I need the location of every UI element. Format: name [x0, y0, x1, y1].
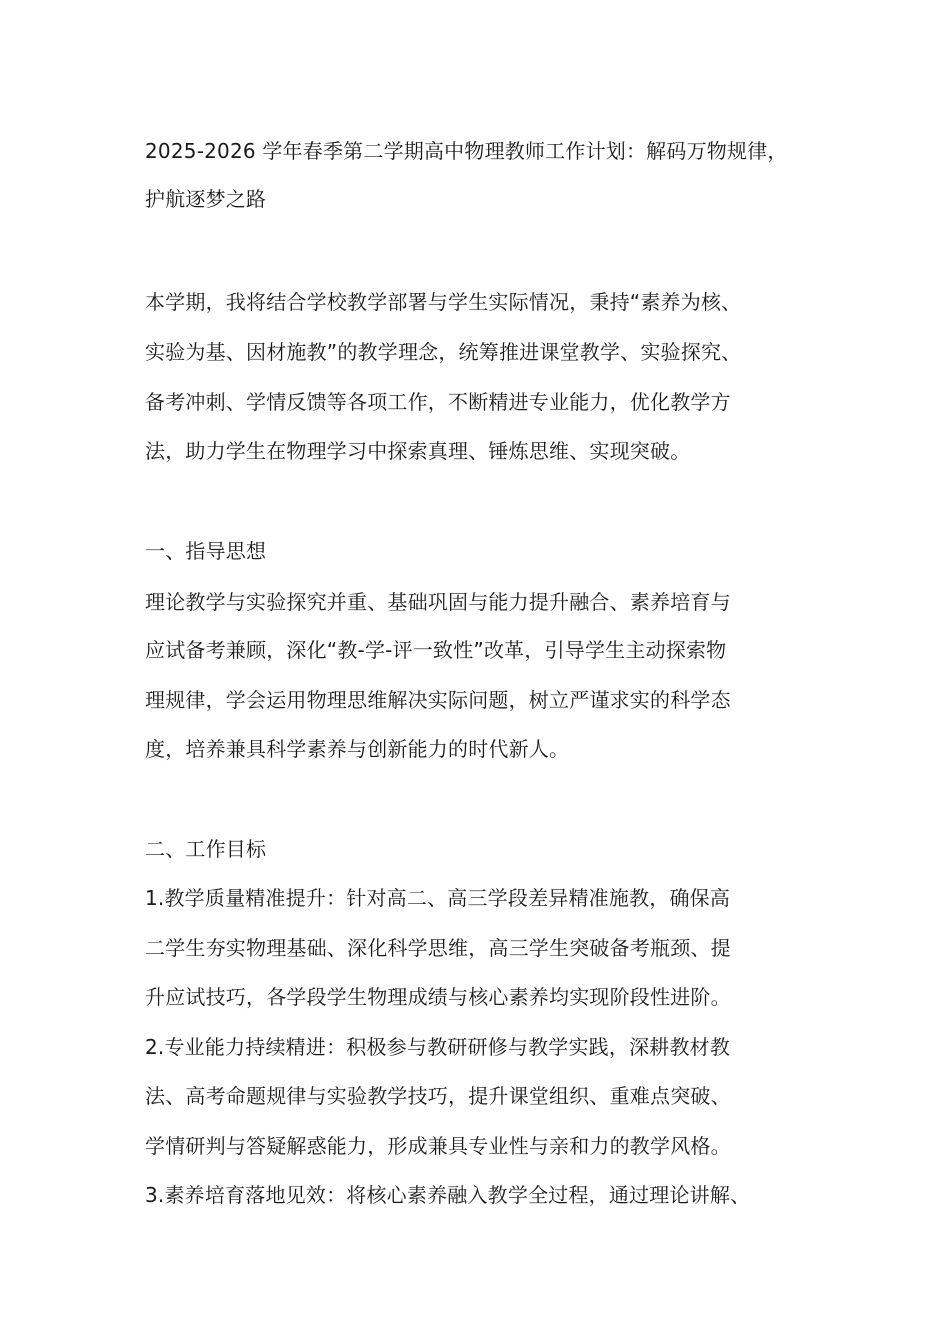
intro-line-2: 实验为基、因材施教”的教学理念，统筹推进课堂教学、实验探究、: [145, 340, 742, 364]
section-2-line-1: 1.教学质量精准提升：针对高二、高三学段差异精准施教，确保高: [145, 886, 731, 910]
section-2-line-2: 二学生夯实物理基础、深化科学思维，高三学生突破备考瓶颈、提: [145, 936, 731, 960]
document-title-line-2: 护航逐梦之路: [145, 187, 267, 211]
section-1-line-3: 理规律，学会运用物理思维解决实际问题，树立严谨求实的科学态: [145, 688, 731, 712]
section-1-line-2: 应试备考兼顾，深化“教-学-评一致性”改革，引导学生主动探索物: [145, 638, 727, 662]
section-2-line-3: 升应试技巧，各学段学生物理成绩与核心素养均实现阶段性进阶。: [145, 985, 731, 1009]
section-1-heading: 一、指导思想: [145, 539, 267, 563]
intro-line-3: 备考冲刺、学情反馈等各项工作，不断精进专业能力，优化教学方: [145, 390, 731, 414]
section-2-line-7: 3.素养培育落地见效：将核心素养融入教学全过程，通过理论讲解、: [145, 1183, 751, 1207]
section-2-line-6: 学情研判与答疑解惑能力，形成兼具专业性与亲和力的教学风格。: [145, 1134, 731, 1158]
section-2-line-5: 法、高考命题规律与实验教学技巧，提升课堂组织、重难点突破、: [145, 1084, 731, 1108]
section-2-heading: 二、工作目标: [145, 837, 267, 861]
intro-line-4: 法，助力学生在物理学习中探索真理、锤炼思维、实现突破。: [145, 439, 691, 463]
intro-line-1: 本学期，我将结合学校教学部署与学生实际情况，秉持“素养为核、: [145, 290, 742, 314]
section-1-line-4: 度，培养兼具科学素养与创新能力的时代新人。: [145, 737, 570, 761]
document-title-line-1: 2025-2026 学年春季第二学期高中物理教师工作计划：解码万物规律，: [145, 139, 788, 163]
section-1-line-1: 理论教学与实验探究并重、基础巩固与能力提升融合、素养培育与: [145, 590, 731, 614]
section-2-line-4: 2.专业能力持续精进：积极参与教研研修与教学实践，深耕教材教: [145, 1035, 731, 1059]
